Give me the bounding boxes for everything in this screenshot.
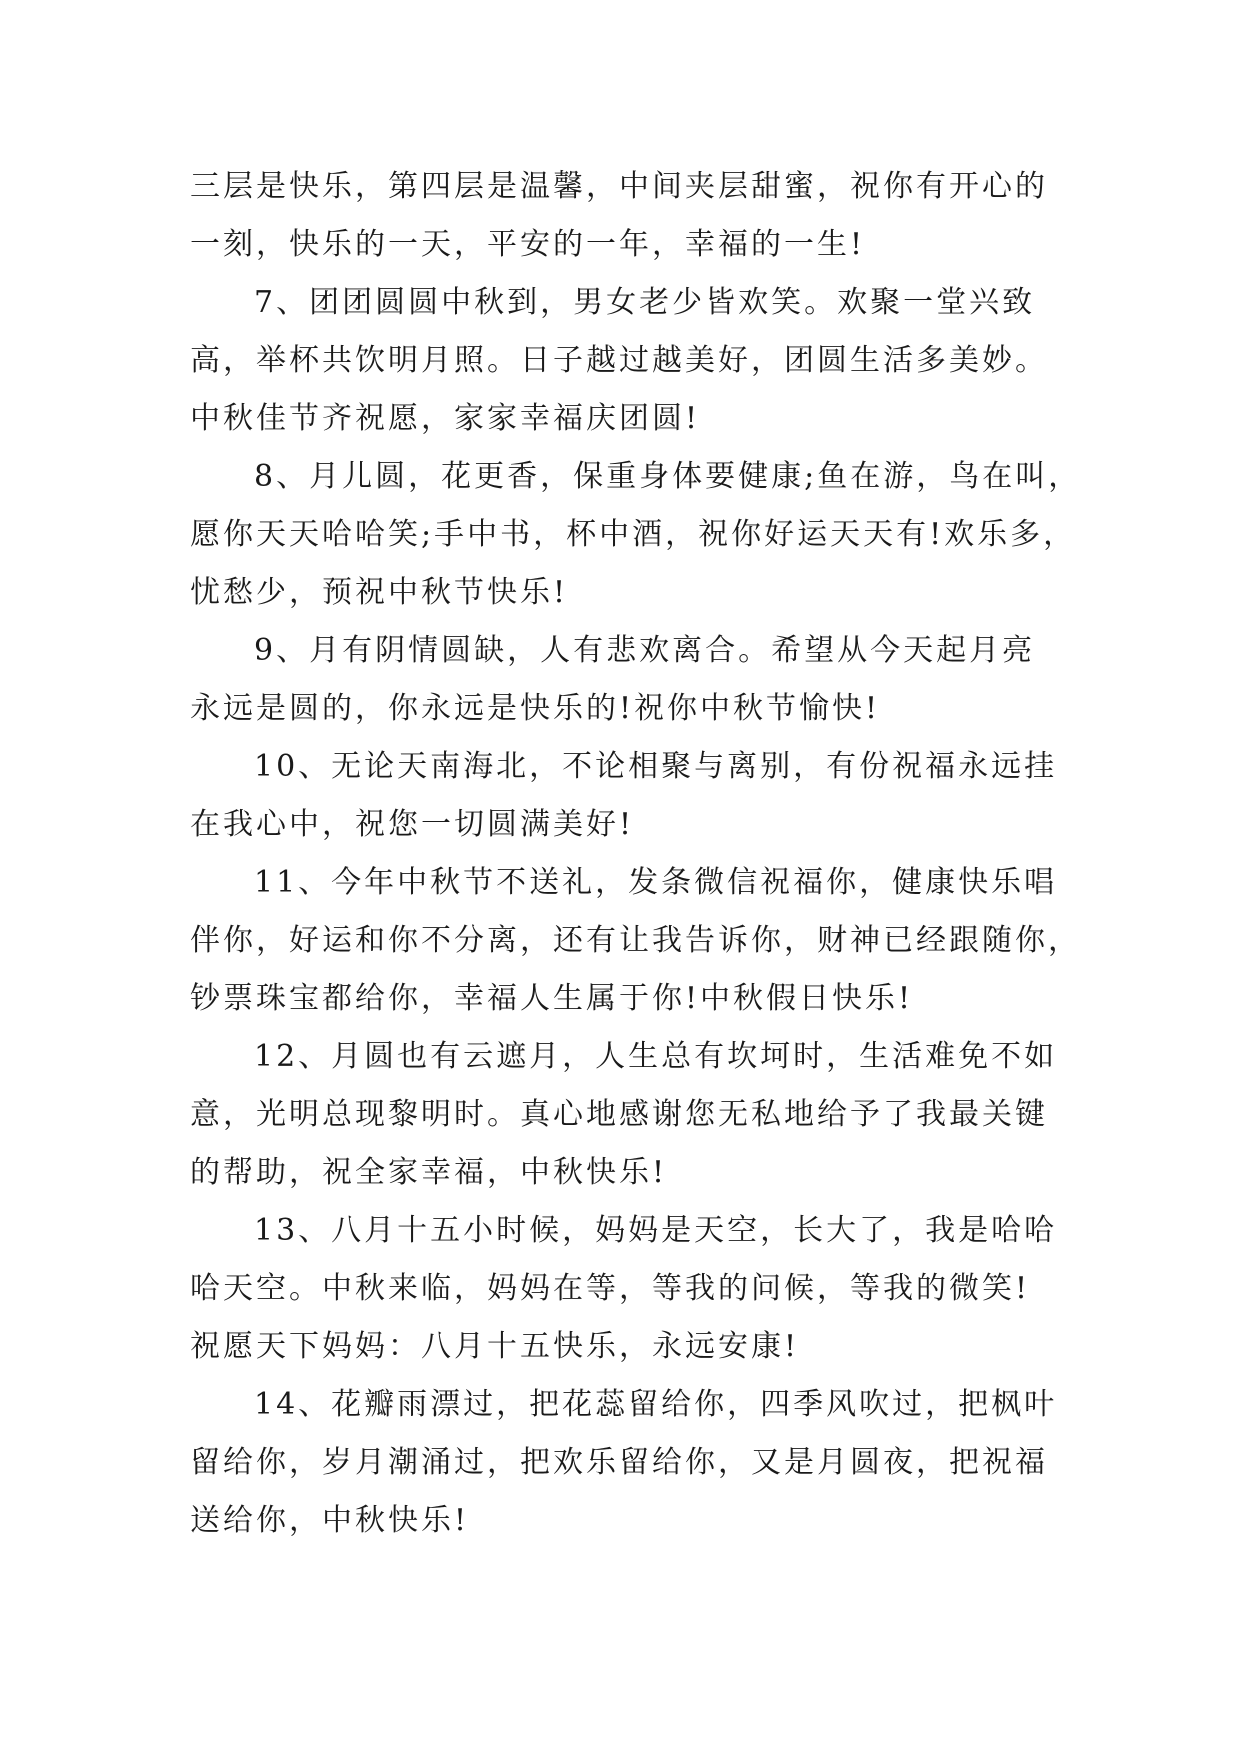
paragraph-p13 (190, 1202, 1070, 1376)
text-line: 愿你天天哈哈笑;手中书，杯中酒，祝你好运天天有!欢乐多， (190, 517, 1077, 552)
text-line: 14、花瓣雨漂过，把花蕊留给你，四季风吹过，把枫叶 (254, 1387, 1058, 1422)
paragraph-p10 (190, 738, 1070, 854)
text-line: 意，光明总现黎明时。真心地感谢您无私地给予了我最关键 (190, 1097, 1048, 1132)
text-line: 哈天空。中秋来临，妈妈在等，等我的问候，等我的微笑! (190, 1271, 1031, 1306)
text-line: 永远是圆的，你永远是快乐的!祝你中秋节愉快! (190, 691, 881, 726)
paragraph-p12 (190, 1028, 1070, 1202)
text-line: 11、今年中秋节不送礼，发条微信祝福你，健康快乐唱 (254, 865, 1058, 900)
text-line: 忧愁少，预祝中秋节快乐! (190, 575, 569, 610)
text-line: 祝愿天下妈妈：八月十五快乐，永远安康! (190, 1329, 800, 1364)
text-line: 9、月有阴情圆缺，人有悲欢离合。希望从今天起月亮 (254, 633, 1036, 668)
text-line: 中秋佳节齐祝愿，家家幸福庆团圆! (190, 401, 701, 436)
paragraph-p14 (190, 1376, 1070, 1550)
text-line: 钞票珠宝都给你，幸福人生属于你!中秋假日快乐! (190, 981, 914, 1016)
text-line: 在我心中，祝您一切圆满美好! (190, 807, 635, 842)
text-line: 13、八月十五小时候，妈妈是天空，长大了，我是哈哈 (254, 1213, 1058, 1248)
text-line: 留给你，岁月潮涌过，把欢乐留给你，又是月圆夜，把祝福 (190, 1445, 1048, 1480)
text-line: 8、月儿圆，花更香，保重身体要健康;鱼在游，鸟在叫， (254, 459, 1082, 494)
paragraph-p8 (190, 448, 1082, 622)
paragraph-p11 (190, 854, 1081, 1028)
text-line: 伴你，好运和你不分离，还有让我告诉你，财神已经跟随你， (190, 923, 1081, 958)
paragraph-p9 (190, 622, 1070, 738)
text-line: 一刻，快乐的一天，平安的一年，幸福的一生! (190, 227, 866, 262)
text-line: 的帮助，祝全家幸福，中秋快乐! (190, 1155, 668, 1190)
text-line: 高，举杯共饮明月照。日子越过越美好，团圆生活多美妙。 (190, 343, 1048, 378)
paragraph-p-continued (190, 158, 1070, 274)
text-line: 三层是快乐，第四层是温馨，中间夹层甜蜜，祝你有开心的 (190, 169, 1048, 204)
text-line: 12、月圆也有云遮月，人生总有坎坷时，生活难免不如 (254, 1039, 1058, 1074)
document-body (190, 158, 1082, 1550)
text-line: 7、团团圆圆中秋到，男女老少皆欢笑。欢聚一堂兴致 (254, 285, 1036, 320)
paragraph-p7 (190, 274, 1070, 448)
text-line: 10、无论天南海北，不论相聚与离别，有份祝福永远挂 (254, 749, 1058, 784)
text-line: 送给你，中秋快乐! (190, 1503, 470, 1538)
